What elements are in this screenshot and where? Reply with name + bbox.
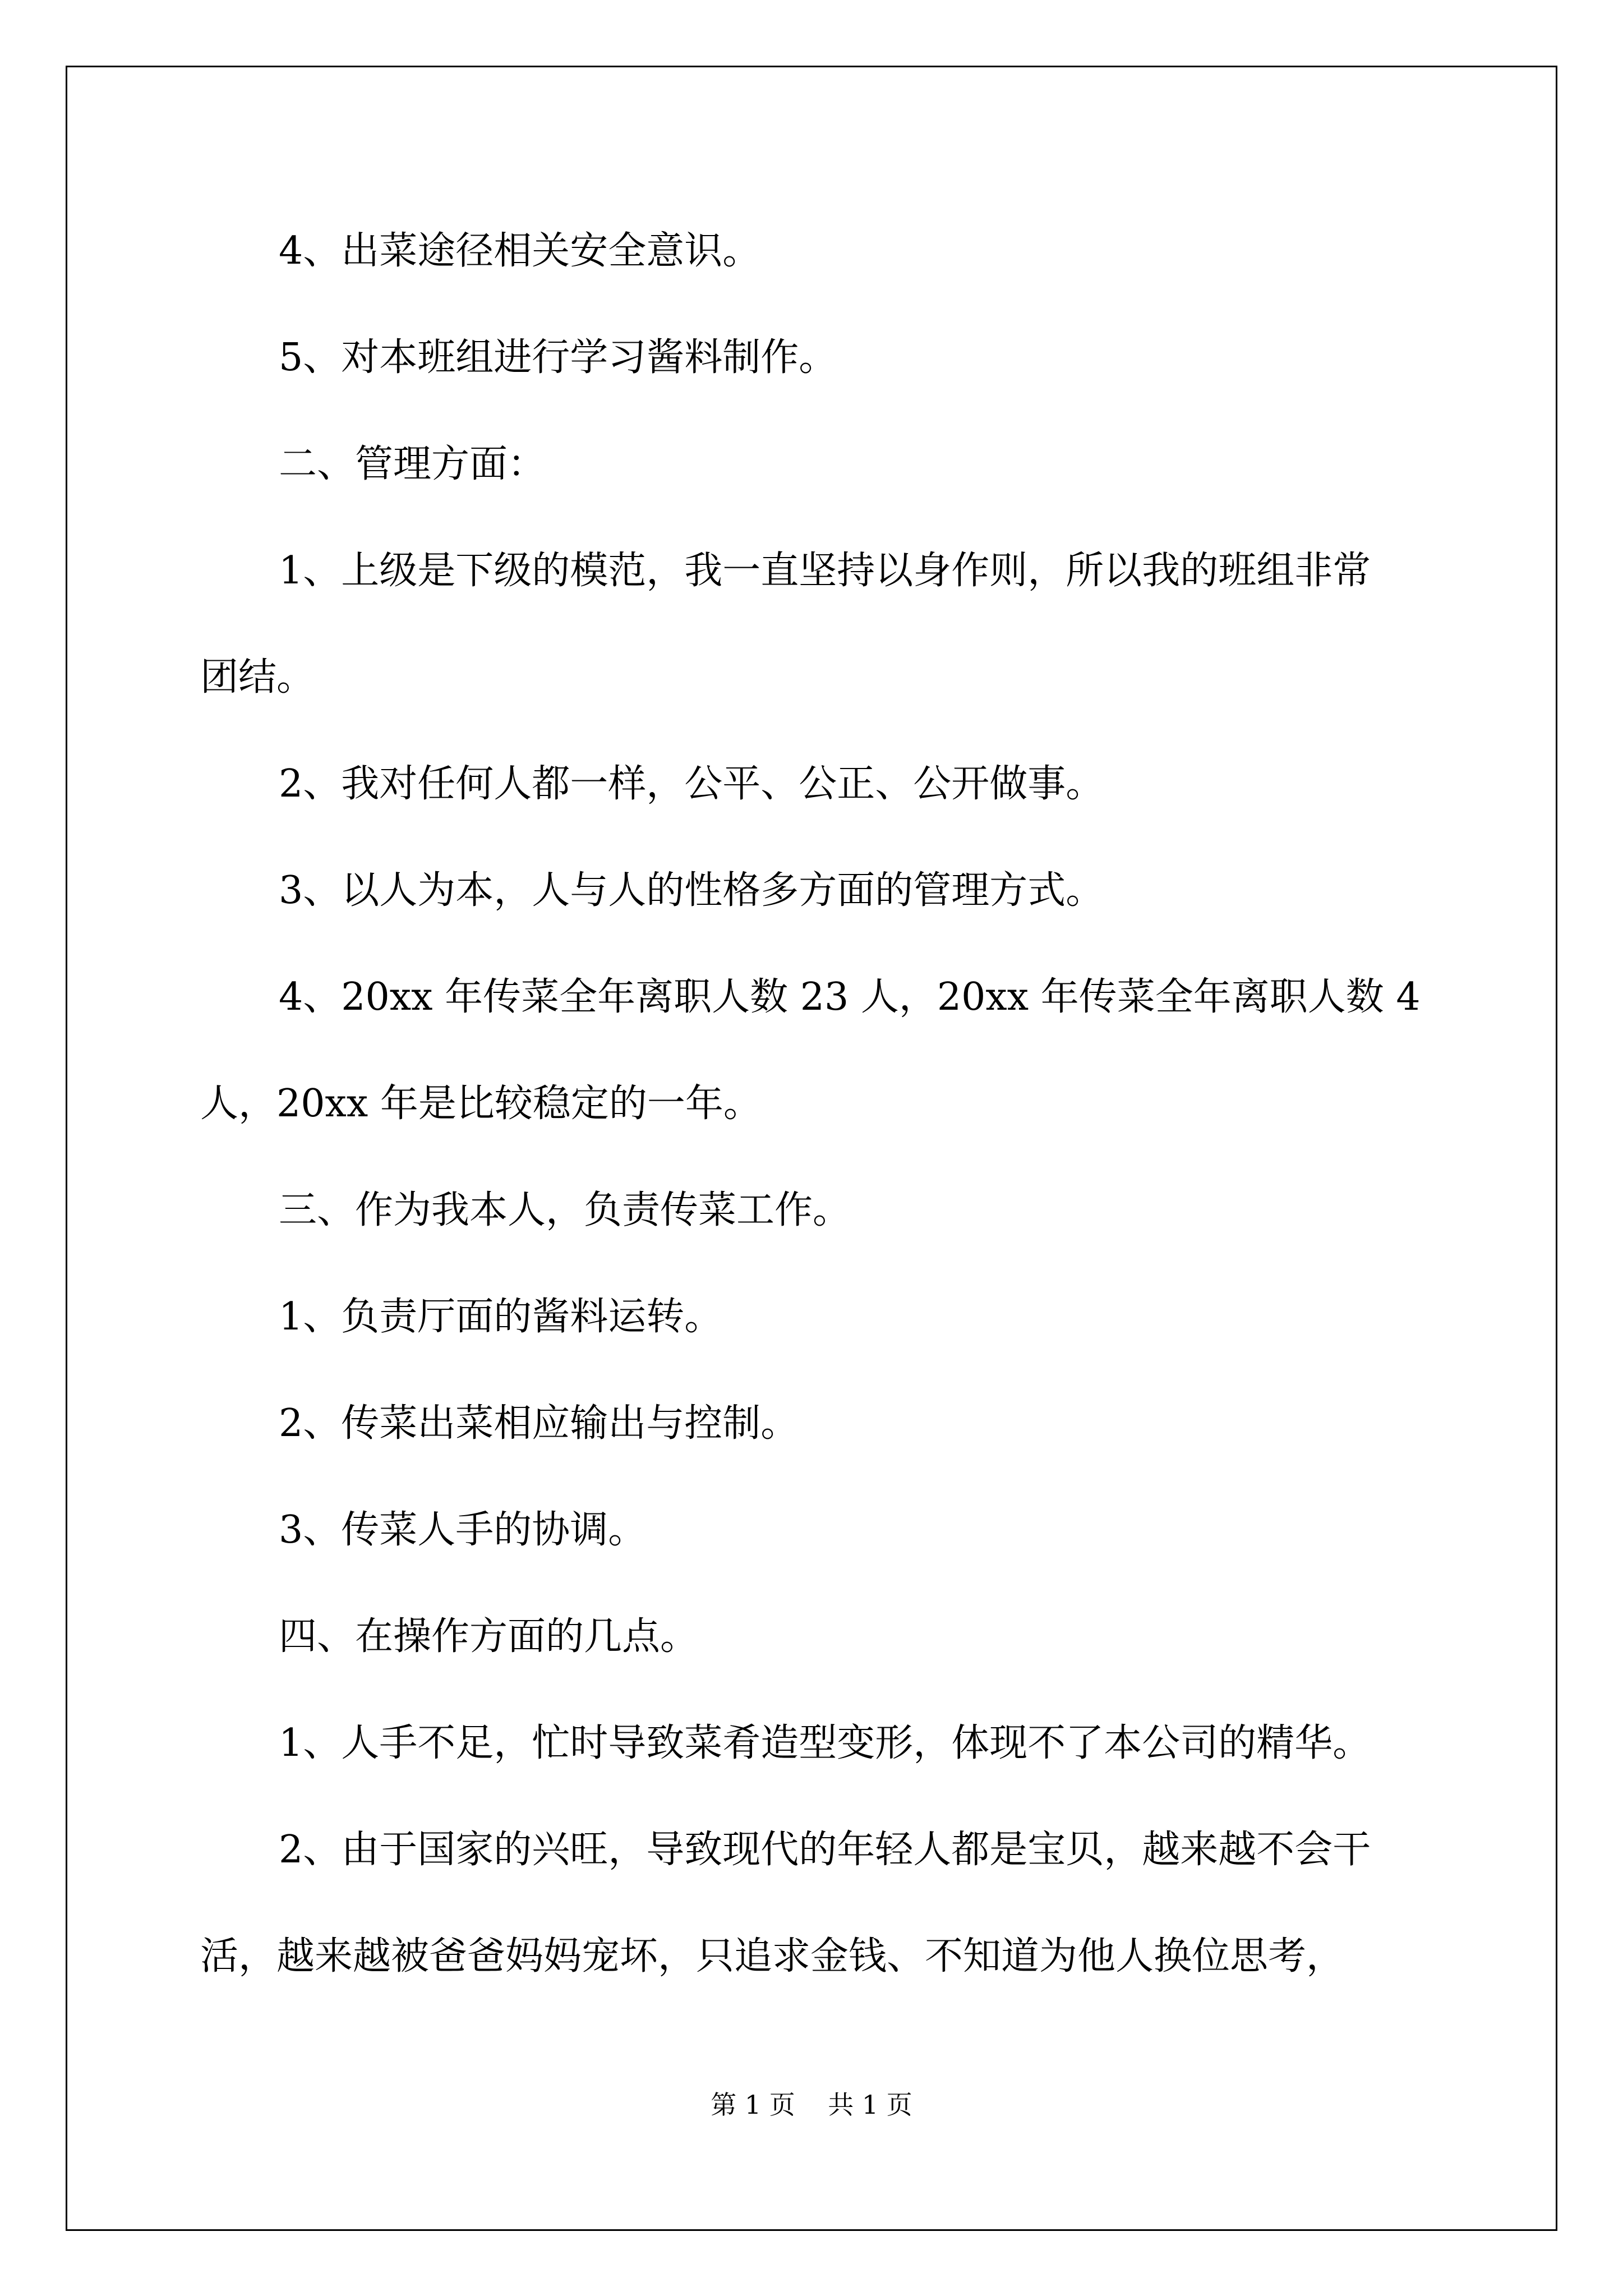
paragraph-line: 2、我对任何人都一样，公平、公正、公开做事。 xyxy=(279,762,1104,806)
page-border xyxy=(66,66,1557,2231)
paragraph-line: 2、由于国家的兴旺，导致现代的年轻人都是宝贝，越来越不会干 xyxy=(279,1828,1371,1872)
paragraph-line: 4、20xx 年传菜全年离职人数 23 人，20xx 年传菜全年离职人数 4 xyxy=(279,975,1421,1019)
paragraph-line: 3、传菜人手的协调。 xyxy=(279,1508,647,1552)
paragraph-line: 1、负责厅面的酱料运转。 xyxy=(279,1295,723,1339)
paragraph-line: 1、人手不足，忙时导致菜肴造型变形，体现不了本公司的精华。 xyxy=(279,1721,1371,1765)
paragraph-line: 3、以人为本，人与人的性格多方面的管理方式。 xyxy=(279,868,1104,913)
page-footer: 第 1 页 共 1 页 xyxy=(711,2090,912,2120)
paragraph-line: 活，越来越被爸爸妈妈宠坏，只追求金钱、不知道为他人换位思考， xyxy=(200,1934,1345,1978)
paragraph-line: 团结。 xyxy=(200,655,315,700)
paragraph-line: 5、对本班组进行学习酱料制作。 xyxy=(279,335,837,380)
paragraph-line: 人，20xx 年是比较稳定的一年。 xyxy=(200,1082,762,1126)
paragraph-line: 4、出菜途径相关安全意识。 xyxy=(279,229,761,273)
paragraph-line: 1、上级是下级的模范，我一直坚持以身作则，所以我的班组非常 xyxy=(279,549,1371,593)
section-heading: 二、管理方面： xyxy=(279,442,546,486)
section-heading: 三、作为我本人，负责传菜工作。 xyxy=(279,1188,851,1232)
section-heading: 四、在操作方面的几点。 xyxy=(279,1614,699,1659)
paragraph-line: 2、传菜出菜相应输出与控制。 xyxy=(279,1401,799,1446)
